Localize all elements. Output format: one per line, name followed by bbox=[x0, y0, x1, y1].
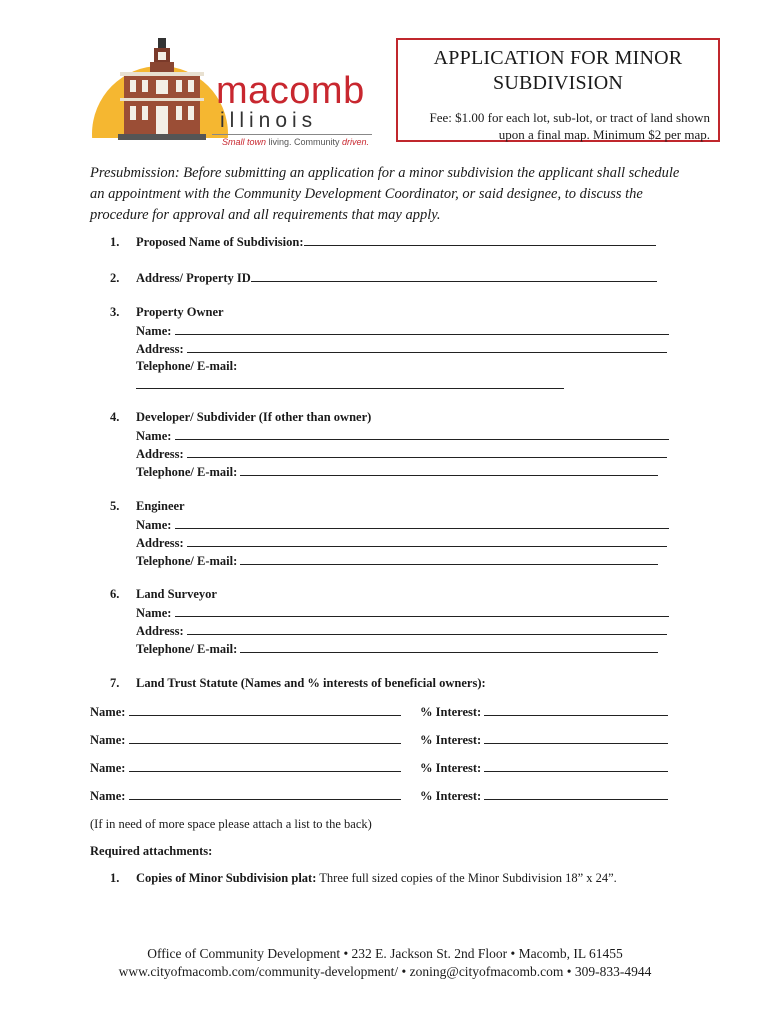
developer-address-field[interactable]: Address: bbox=[136, 445, 667, 463]
owner-phone-email-line[interactable] bbox=[136, 376, 564, 394]
surveyor-address-field[interactable]: Address: bbox=[136, 622, 667, 640]
owner-name-field[interactable]: Name: bbox=[136, 322, 669, 340]
field-subdivision-name[interactable]: 1. Proposed Name of Subdivision: bbox=[110, 233, 656, 251]
fee-text: Fee: $1.00 for each lot, sub-lot, or tract of land shown upon a final map. Minimum $2 per map. bbox=[429, 110, 710, 142]
presubmission-text: Presubmission: Before submitting an application for a minor subdivision the applicant shall schedule an appointment with the Community Development Coordinator, or said designee, to discuss the procedure for approval and all requirements that may apply. bbox=[90, 165, 680, 223]
trust-interest-field[interactable]: % Interest: bbox=[420, 703, 668, 721]
trust-interest-field[interactable]: % Interest: bbox=[420, 787, 668, 805]
required-item-plat: 1. Copies of Minor Subdivision plat: Three full sized copies of the Minor Subdivision 18” x 24”. bbox=[110, 871, 617, 885]
footer-address: Office of Community Development • 232 E. Jackson St. 2nd Floor • Macomb, IL 61455 bbox=[147, 946, 623, 961]
logo-divider bbox=[212, 134, 372, 135]
trust-interest-field[interactable]: % Interest: bbox=[420, 759, 668, 777]
engineer-name-field[interactable]: Name: bbox=[136, 516, 669, 534]
trust-name-field[interactable]: Name: bbox=[90, 787, 401, 805]
logo-state-text: illinois bbox=[220, 109, 318, 132]
section-engineer: 5. Engineer bbox=[110, 499, 185, 513]
section-property-owner: 3. Property Owner bbox=[110, 305, 224, 319]
engineer-phone-email-field[interactable]: Telephone/ E-mail: bbox=[136, 552, 658, 570]
required-attachments-heading: Required attachments: bbox=[90, 844, 213, 858]
developer-name-field[interactable]: Name: bbox=[136, 427, 669, 445]
logo-tagline: Small town living. Community driven. bbox=[222, 137, 370, 147]
section-developer: 4. Developer/ Subdivider (If other than owner) bbox=[110, 410, 372, 424]
owner-phone-email-field[interactable]: Telephone/ E-mail: bbox=[136, 359, 238, 373]
surveyor-name-field[interactable]: Name: bbox=[136, 604, 669, 622]
owner-address-field[interactable]: Address: bbox=[136, 340, 667, 358]
trust-interest-field[interactable]: % Interest: bbox=[420, 731, 668, 749]
title-box bbox=[396, 38, 720, 142]
space-note: (If in need of more space please attach a list to the back) bbox=[90, 817, 372, 831]
courthouse-icon bbox=[112, 36, 212, 140]
surveyor-phone-email-field[interactable]: Telephone/ E-mail: bbox=[136, 640, 658, 658]
footer-contact: www.cityofmacomb.com/community-development/ • zoning@cityofmacomb.com • 309-833-4944 bbox=[118, 964, 652, 979]
page-title: APPLICATION FOR MINOR SUBDIVISION bbox=[433, 47, 683, 94]
engineer-address-field[interactable]: Address: bbox=[136, 534, 667, 552]
trust-name-field[interactable]: Name: bbox=[90, 731, 401, 749]
trust-name-field[interactable]: Name: bbox=[90, 703, 401, 721]
field-property-id[interactable]: 2. Address/ Property ID bbox=[110, 269, 657, 287]
developer-phone-email-field[interactable]: Telephone/ E-mail: bbox=[136, 463, 658, 481]
section-land-trust: 7. Land Trust Statute (Names and % interests of beneficial owners): bbox=[110, 676, 486, 690]
logo-city-text: macomb bbox=[216, 70, 365, 112]
trust-name-field[interactable]: Name: bbox=[90, 759, 401, 777]
section-land-surveyor: 6. Land Surveyor bbox=[110, 587, 217, 601]
city-logo bbox=[92, 36, 374, 148]
